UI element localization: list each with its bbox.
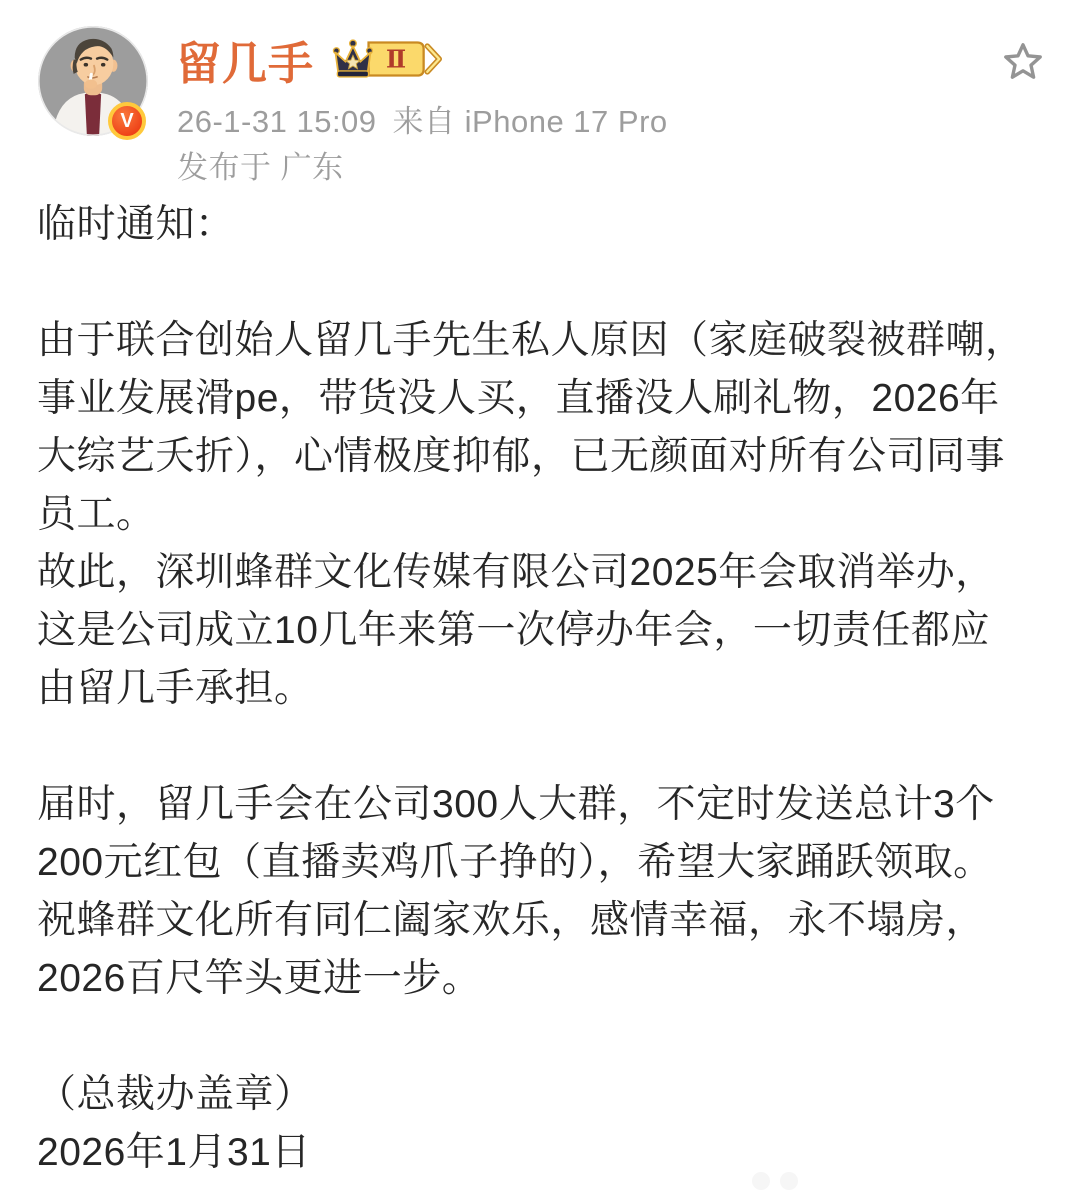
favorite-star-button[interactable]: [999, 38, 1047, 86]
name-row: [176, 32, 442, 89]
post-text-line: 届时，留几手会在公司300人大群，不定时发送总计3个: [37, 783, 995, 826]
verified-v-badge: V: [108, 102, 146, 140]
watermark-dots: [752, 1172, 798, 1190]
post-text-line: （总裁办盖章）: [37, 1073, 314, 1116]
post-location: 发布于 广东: [177, 150, 344, 185]
post-text-line: 事业发展滑pe，带货没人买，直播没人刷礼物，2026年: [37, 377, 1000, 420]
crown-icon: [330, 35, 442, 83]
vip-level-numeral: Ⅱ: [386, 45, 407, 74]
post-text-line: 由留几手承担。: [37, 667, 314, 710]
post-text-line: 大综艺夭折），心情极度抑郁，已无颜面对所有公司同事: [37, 435, 1006, 478]
post-meta: [177, 96, 668, 141]
post-text-line: 2026百尺竿头更进一步。: [37, 957, 482, 1000]
post-source[interactable]: 来自 iPhone 17 Pro: [392, 104, 668, 139]
vip-crown-badge[interactable]: [330, 35, 442, 83]
post-text-line: 2026年1月31日: [37, 1131, 311, 1174]
timestamp: 26-1-31 15:09: [177, 104, 377, 139]
post-text-line: 员工。: [37, 493, 156, 536]
post-text-line: 临时通知：: [37, 203, 235, 246]
post-text-line: [37, 254, 1050, 312]
post-text-line: [37, 718, 1050, 776]
avatar[interactable]: [38, 26, 148, 136]
post-text-line: [37, 1008, 1050, 1066]
post-text-line: 故此，深圳蜂群文化传媒有限公司2025年会取消举办，: [37, 551, 995, 594]
post-text-line: 这是公司成立10几年来第一次停办年会，一切责任都应: [37, 609, 990, 652]
post-text-line: 由于联合创始人留几手先生私人原因（家庭破裂被群嘲，: [37, 319, 1025, 362]
username[interactable]: 留几手: [176, 37, 315, 89]
star-outline-icon: [999, 38, 1047, 86]
post-text-line: 200元红包（直播卖鸡爪子挣的），希望大家踊跃领取。: [37, 841, 993, 884]
post-content: [37, 196, 1050, 1182]
post-text-line: 祝蜂群文化所有同仁阖家欢乐，感情幸福，永不塌房，: [37, 899, 986, 942]
